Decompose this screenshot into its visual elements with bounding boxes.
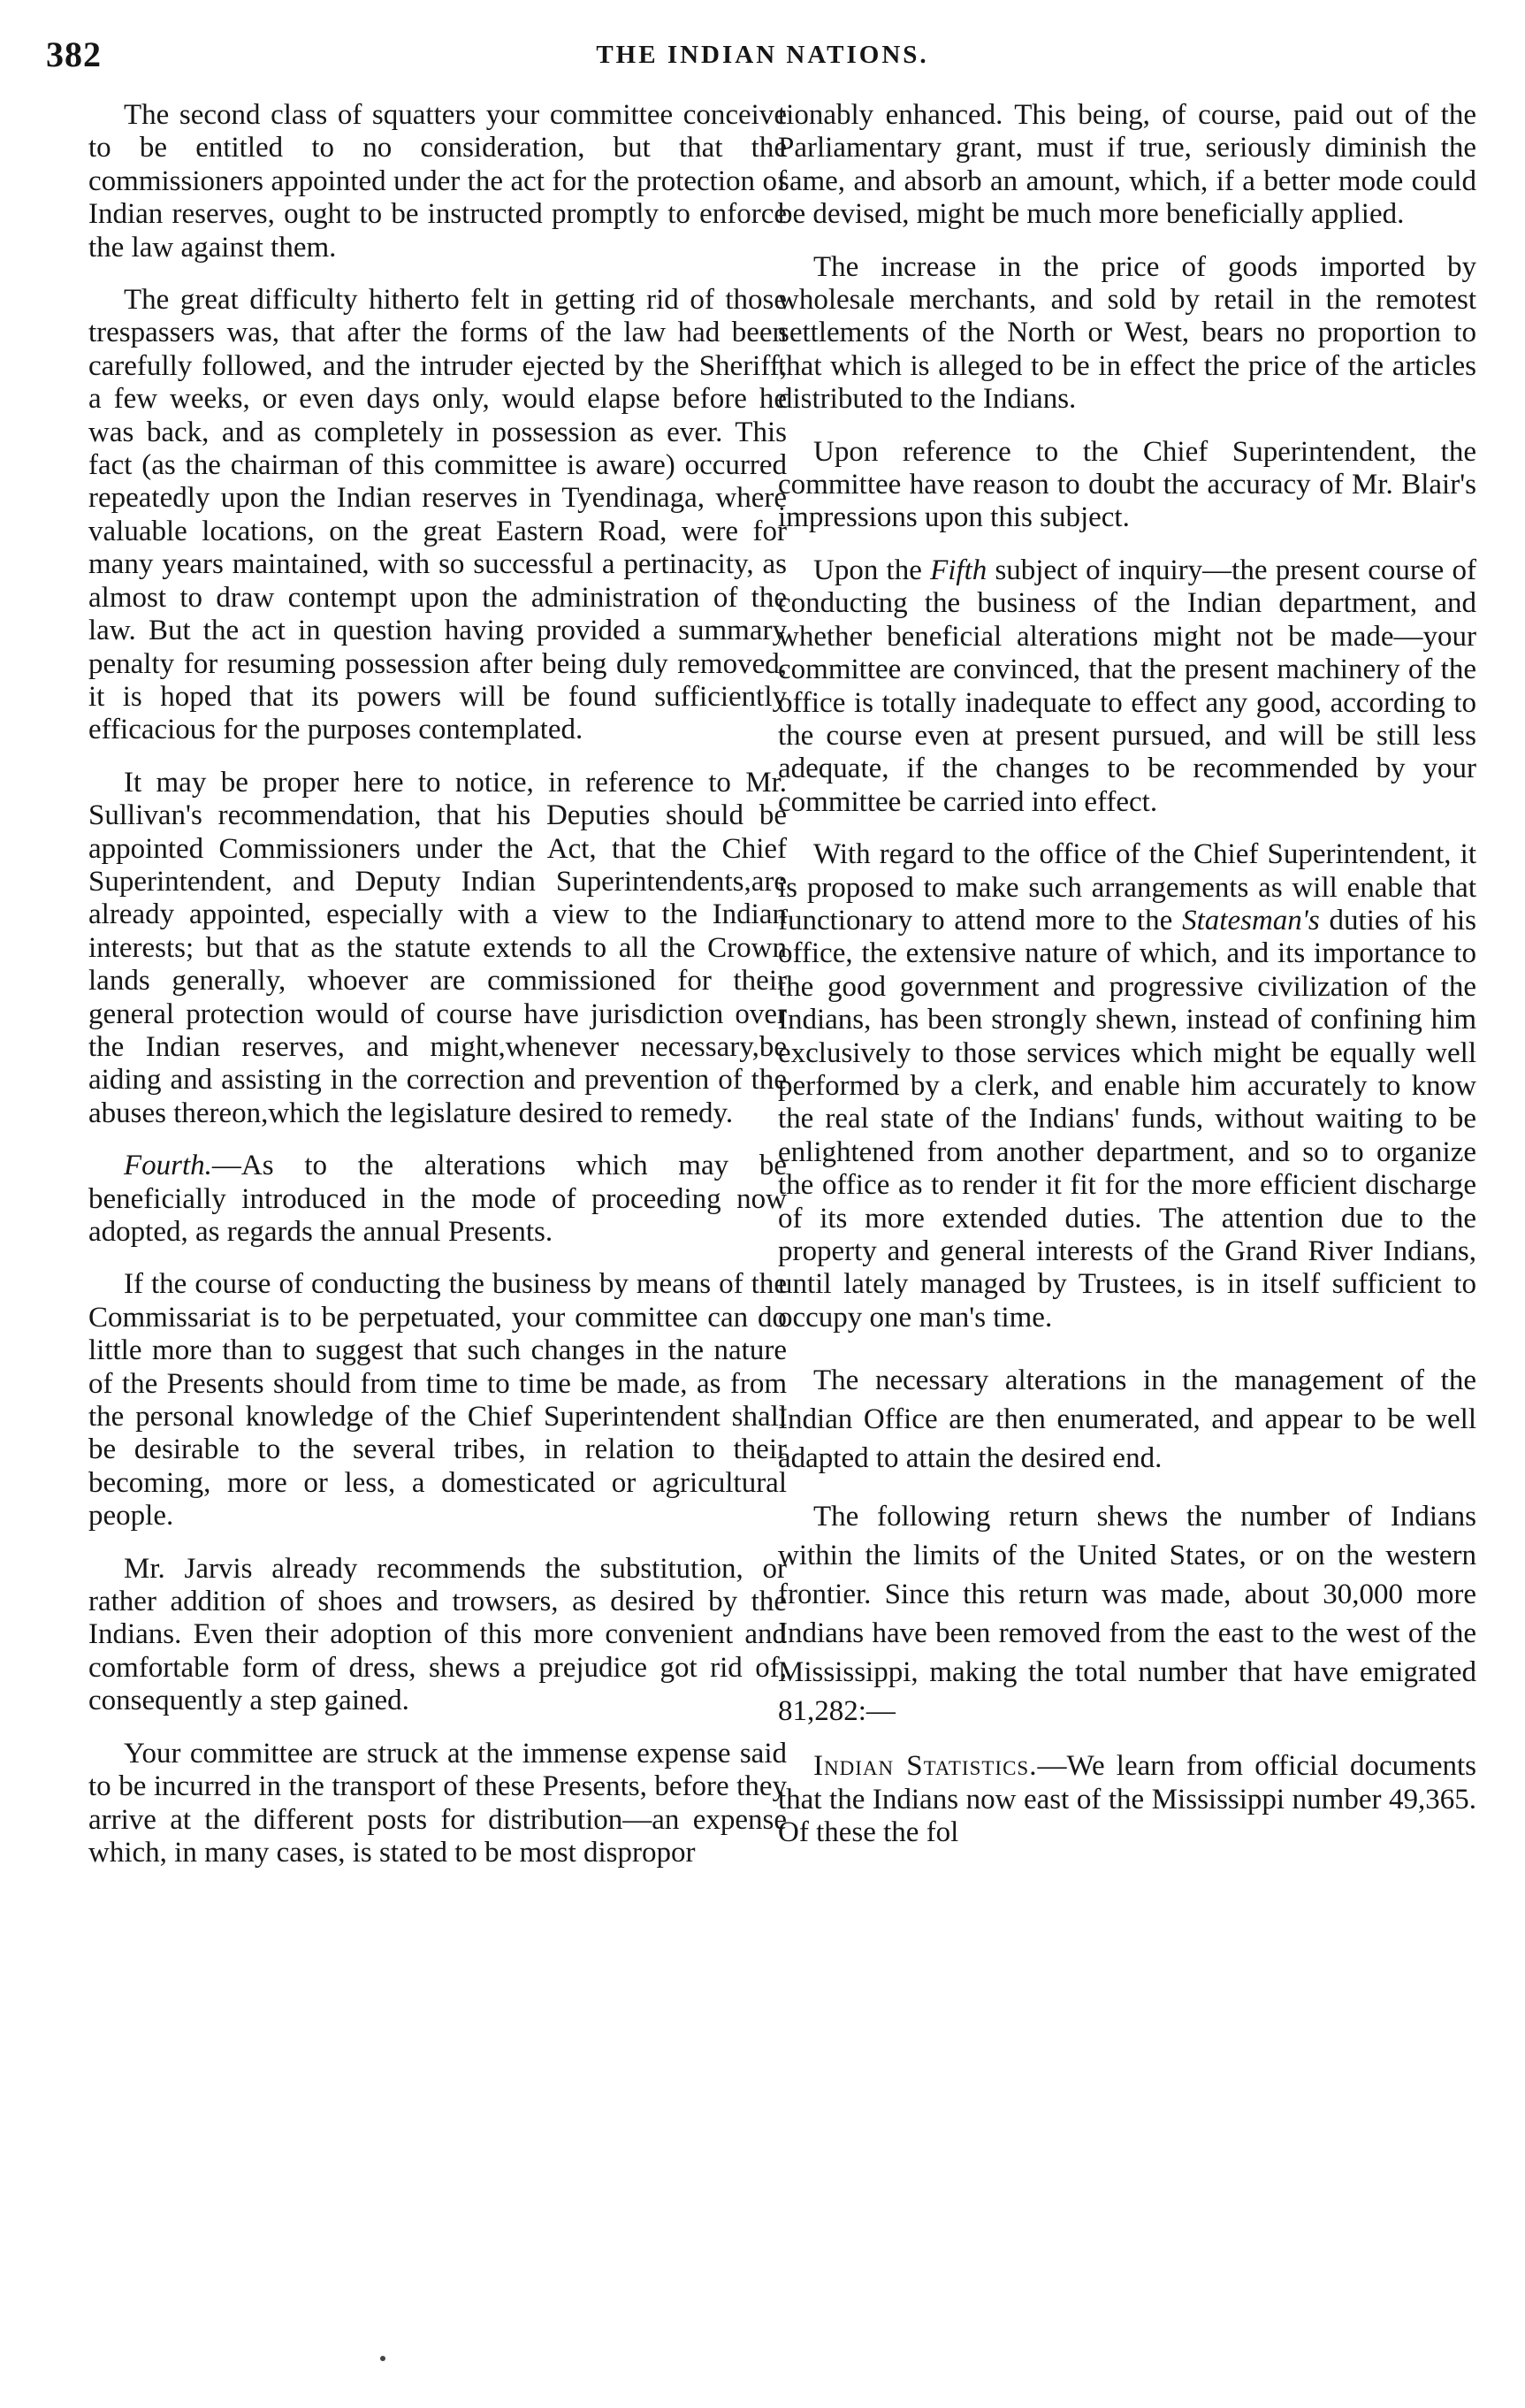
fourth-text: —As to the alterations which may be beneficially introduced in the mode of proceeding now adopted, as regards the annual Presents. (88, 1150, 787, 1248)
paragraph-fourth (88, 1150, 787, 1249)
printer-mark (380, 2356, 385, 2361)
right-column (778, 99, 1476, 1869)
statesman-term: Statesman's (1182, 904, 1320, 936)
office-text-b: duties of his office, the extensive nature of which, and its importance to the good government and progressive civilization of the Indians, has been strongly shewn, instead of confining him exclusively to those services which might be equally well performed by a clerk, and enable him accurately to know the real state of the Indians' funds, without waiting to be enlightened from another department, and so to organize the office as to render it fit for the more efficient discharge of its more extended duties. The attention due to the property and general interests of the Grand River Indians, until lately managed by Trustees, is in itself sufficient to occupy one man's time. (778, 904, 1477, 1334)
paragraph-jarvis: Mr. Jarvis already recommends the substitution, or rather addition of shoes and trowsers, as desired by the Indians. Even their adoption of this more convenient and comfortable form of dress, shews a prejudice got rid of, consequently a step gained. (88, 1552, 787, 1717)
paragraph-return: The following return shews the number of Indians within the limits of the United States, or on the western frontier. Since this return was made, about 30,000 more Indians have been removed from the east to the west of the Mississippi, making the total number that have emigrated 81,282:— (778, 1501, 1476, 1728)
paragraph-reference: Upon reference to the Chief Superintendent, the committee have reason to doubt the accuracy of Mr. Blair's impressions upon this subject. (778, 435, 1476, 534)
paragraph-office (778, 838, 1476, 1334)
running-title: THE INDIAN NATIONS. (596, 41, 929, 69)
paragraph-sullivan: It may be proper here to notice, in reference to Mr. Sullivan's recommendation, that his Deputies should be appointed Commissioners under the Act, that the Chief Superintendent, and Deputy Indian Superintendents,are already appointed, especially with a view to the Indian interests; but that as the statute extends to all the Crown lands generally, whoever are commissioned for their general protection would of course have jurisdiction over the Indian reserves, and might,whenever necessary,be aiding and assisting in the correction and prevention of the abuses thereon,which the legislature desired to remedy. (88, 766, 787, 1129)
paragraph-fifth (778, 554, 1476, 819)
statistics-text: —We learn from official documents that the Indians now east of the Mississippi number 49,365. Of these the fol (778, 1750, 1476, 1849)
paragraph-price: The increase in the price of goods imported by wholesale merchants, and sold by retail in the remotest settlements of the North or West, bears no proportion to that which is alleged to be in effect the price of the articles distributed to the Indians. (778, 250, 1476, 416)
statistics-lead: Indian Statistics. (813, 1750, 1038, 1783)
paragraph-commissariat: If the course of conducting the business by means of the Commissariat is to be perpetuated, your committee can do little more than to suggest that such changes in the nature of the Presents should from time to time be made, as from the personal knowledge of the Chief Superintendent shall be desirable to the several tribes, in relation to their becoming, more or less, a domesticated or agricultural people. (88, 1268, 787, 1533)
left-column (88, 99, 787, 1889)
paragraph-expense: Your committee are struck at the immense expense said to be incurred in the transport of these Presents, before they arrive at the different posts for distribution—an expense which, in many cases, is stated to be most dispropor (88, 1737, 787, 1869)
paragraph-trespassers: The great difficulty hitherto felt in getting rid of those trespassers was, that after the forms of the law had been carefully followed, and the intruder ejected by the Sheriff, a few weeks, or even days only, would elapse before he was back, and as completely in possession as ever. This fact (as the chairman of this committee is aware) occurred repeatedly upon the Indian reserves in Tyendinaga, where valuable locations, on the great Eastern Road, were for many years maintained, with so successful a pertinacity, as almost to draw contempt upon the administration of the law. But the act in question having provided a summary penalty for resuming possession after being duly removed, it is hoped that its powers will be found sufficiently efficacious for the purposes contemplated. (88, 284, 787, 746)
fifth-prefix: Upon the (813, 554, 922, 586)
paragraph-alterations: The necessary alterations in the management of the Indian Office are then enumerated, and appear to be well adapted to attain the desired end. (778, 1365, 1476, 1475)
office-text-a: With regard to the office of the Chief Superintendent, it is proposed to make such arrangements as will enable that functionary to attend more to the (778, 838, 1476, 936)
paragraph-squatters: The second class of squatters your committee conceive to be entitled to no consideration, but that the commissioners appointed under the act for the protection of Indian reserves, ought to be instructed promptly to enforce the law against them. (88, 99, 787, 264)
paragraph-enhanced: tionably enhanced. This being, of course, paid out of the Parliamentary grant, must if true, seriously diminish the same, and absorb an amount, which, if a better mode could be devised, might be much more beneficially applied. (778, 99, 1476, 231)
fourth-lead: Fourth. (124, 1150, 212, 1182)
page-header (46, 34, 1479, 78)
paragraph-statistics (778, 1750, 1476, 1849)
page-number: 382 (46, 34, 102, 74)
fifth-lead: Fifth (930, 554, 987, 586)
fifth-text: subject of inquiry—the present course of conducting the business of the Indian department, and whether beneficial alterations might not be made—your committee are convinced, that the present machinery of the office is totally inadequate to effect any good, according to the course even at present pursued, and will be still less adequate, if the changes to be recommended by your committee be carried into effect. (778, 554, 1477, 818)
